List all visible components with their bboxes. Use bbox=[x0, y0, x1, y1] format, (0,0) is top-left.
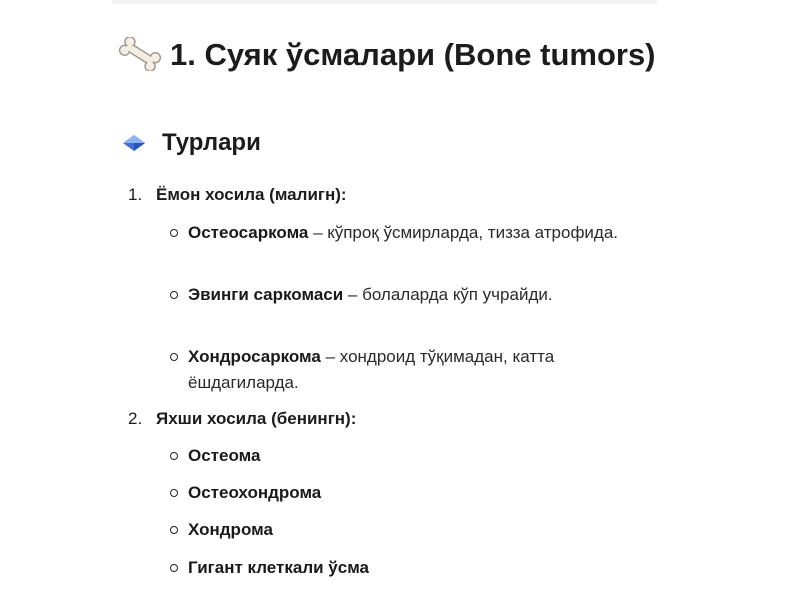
sub-item bbox=[170, 517, 630, 543]
term-description: – кўпроқ ўсмирларда, тизза атрофида. bbox=[308, 223, 619, 242]
term: Остеома bbox=[188, 446, 261, 465]
sub-item bbox=[170, 480, 630, 506]
list-title: Яхши хосила (бенингн): bbox=[156, 409, 357, 428]
list-item-malignant bbox=[128, 183, 347, 207]
term: Гигант клеткали ўсма bbox=[188, 558, 370, 577]
list-number: 1. bbox=[128, 185, 143, 204]
bullet-icon bbox=[170, 526, 178, 534]
term-description: – болаларда кўп учрайди. bbox=[343, 285, 553, 304]
bullet-icon bbox=[170, 229, 178, 237]
term: Хондросаркома bbox=[188, 347, 321, 366]
bullet-icon bbox=[170, 489, 178, 497]
section-title bbox=[122, 128, 261, 158]
bullet-icon bbox=[170, 564, 178, 572]
list-item-benign bbox=[128, 407, 356, 431]
term: Остеосаркома bbox=[188, 223, 309, 242]
term: Эвинги саркомаси bbox=[188, 285, 344, 304]
section-title-text: Турлари bbox=[162, 129, 261, 156]
list-title: Ёмон хосила (малигн): bbox=[156, 185, 347, 204]
bone-icon bbox=[116, 37, 164, 71]
list-number: 2. bbox=[128, 409, 143, 428]
sub-item bbox=[170, 555, 630, 581]
sub-item bbox=[170, 443, 630, 469]
bullet-icon bbox=[170, 353, 178, 361]
sub-item bbox=[170, 344, 630, 396]
sub-item bbox=[170, 282, 630, 308]
top-divider bbox=[112, 0, 657, 4]
page-title bbox=[116, 36, 676, 73]
sub-item bbox=[170, 220, 630, 246]
term: Остеохондрома bbox=[188, 483, 322, 502]
bullet-icon bbox=[170, 291, 178, 299]
page-title-text: 1. Суяк ўсмалари (Bone tumors) bbox=[170, 37, 656, 72]
term: Хондрома bbox=[188, 520, 273, 539]
bullet-icon bbox=[170, 452, 178, 460]
blue-diamond-icon bbox=[122, 134, 146, 152]
term-description: – хондроид тўқимадан, катта ёшдагиларда. bbox=[188, 347, 555, 392]
